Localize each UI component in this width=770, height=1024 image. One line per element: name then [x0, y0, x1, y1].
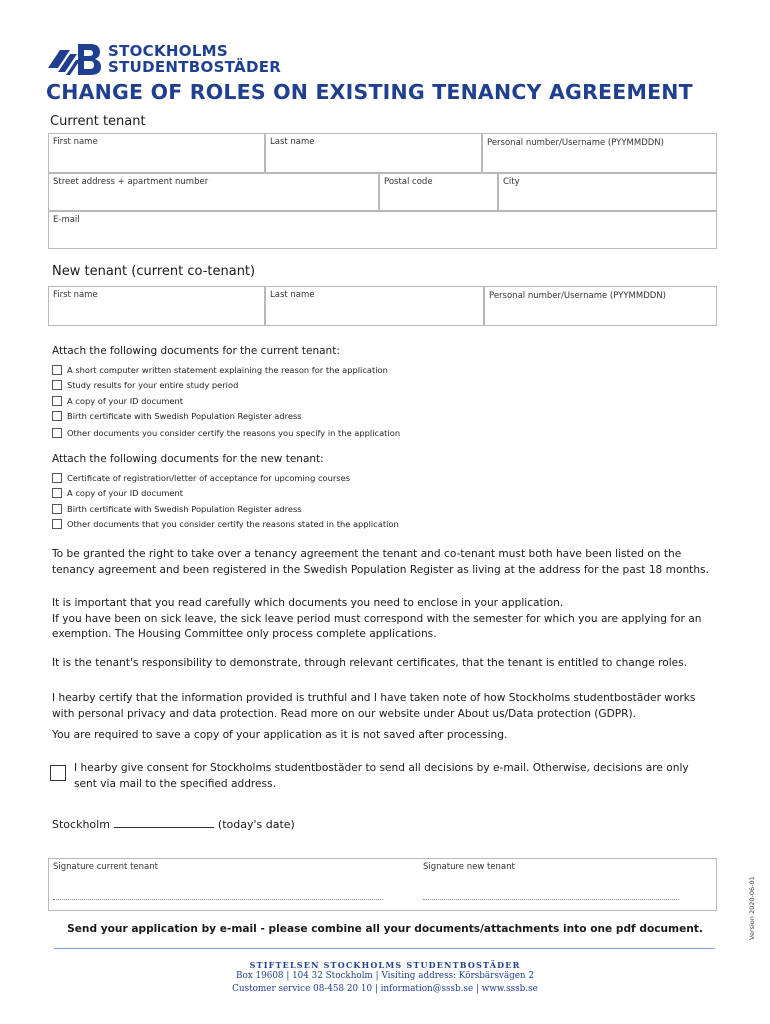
checkbox[interactable] — [52, 365, 62, 375]
signature-box — [48, 858, 717, 911]
footer-divider — [54, 948, 715, 949]
date-input-line[interactable] — [114, 817, 214, 828]
place-city: Stockholm — [52, 818, 110, 831]
current-street-label: Street address + apartment number — [53, 177, 209, 187]
checkbox[interactable] — [52, 519, 62, 529]
current-first-name-field[interactable] — [48, 133, 265, 173]
send-instructions: Send your application by e-mail - please combine all your documents/attachments into one pdf document. — [67, 923, 703, 935]
version-label: Version 2020-06-01 — [748, 876, 756, 940]
brand-name-line1: STOCKHOLMS — [108, 42, 229, 60]
new-tenant-heading: New tenant (current co-tenant) — [52, 264, 256, 279]
checkbox-label: A copy of your ID document — [67, 395, 184, 406]
checkbox[interactable] — [52, 380, 62, 390]
current-city-field[interactable] — [498, 173, 717, 211]
attach-current-heading: Attach the following documents for the current tenant: — [52, 345, 340, 357]
attach-current-item[interactable] — [52, 409, 400, 425]
checkbox[interactable] — [52, 504, 62, 514]
checkbox-label: Other documents you consider certify the reasons you specify in the application — [67, 427, 401, 438]
attach-current-list — [52, 362, 400, 441]
footer-contact: Customer service 08-458 20 10 | information@sssb.se | www.sssb.se — [232, 984, 538, 994]
brand-logo — [46, 42, 281, 76]
info-paragraph-documents-line1: It is important that you read carefully which documents you need to enclose in your application. — [52, 597, 564, 609]
current-postal-code-field[interactable] — [379, 173, 498, 211]
attach-current-item[interactable] — [52, 425, 400, 441]
info-paragraph-documents — [52, 596, 712, 643]
current-last-name-label: Last name — [270, 137, 315, 147]
info-paragraph-documents-line2: If you have been on sick leave, the sick leave period must correspond with the semester for which you are applying for an exemption. The Housing Committee only process complete applications. — [52, 612, 702, 640]
new-first-name-field[interactable] — [48, 286, 265, 326]
checkbox[interactable] — [52, 396, 62, 406]
place-date-line — [52, 817, 295, 831]
current-last-name-field[interactable] — [265, 133, 482, 173]
new-last-name-field[interactable] — [265, 286, 484, 326]
current-email-label: E-mail — [53, 215, 80, 225]
new-first-name-label: First name — [53, 290, 98, 300]
info-paragraph-save-copy: You are required to save a copy of your application as it is not saved after processing. — [52, 729, 508, 741]
checkbox-label: Certificate of registration/letter of acceptance for upcoming courses — [67, 472, 351, 483]
current-tenant-heading: Current tenant — [50, 114, 146, 129]
current-first-name-label: First name — [53, 137, 98, 147]
checkbox[interactable] — [52, 428, 62, 438]
checkbox-label: Birth certificate with Swedish Population Register adress — [67, 503, 302, 514]
checkbox[interactable] — [52, 411, 62, 421]
checkbox[interactable] — [52, 488, 62, 498]
checkbox-label: A short computer written statement explaining the reason for the application — [67, 364, 388, 375]
signature-current-label: Signature current tenant — [53, 862, 158, 872]
attach-new-item[interactable] — [52, 486, 399, 502]
attach-new-item[interactable] — [52, 517, 399, 533]
new-last-name-label: Last name — [270, 290, 315, 300]
email-consent-label: I hearby give consent for Stockholms studentbostäder to send all decisions by e-mail. Otherwise, decisions are only sent via mail to the specified address. — [74, 762, 689, 790]
email-consent-checkbox[interactable] — [50, 765, 66, 781]
current-email-field[interactable] — [48, 211, 717, 249]
current-personal-number-field[interactable] — [482, 133, 717, 173]
sssb-logo-icon — [46, 42, 102, 76]
current-city-label: City — [503, 177, 520, 187]
footer-organization: STIFTELSEN STOCKHOLMS STUDENTBOSTÄDER — [249, 960, 521, 970]
signature-current-line[interactable] — [53, 899, 383, 900]
current-postal-code-label: Postal code — [384, 177, 433, 187]
info-paragraph-responsibility: It is the tenant's responsibility to demonstrate, through relevant certificates, that the tenant is entitled to change roles. — [52, 657, 688, 669]
signature-new-line[interactable] — [423, 899, 679, 900]
brand-name — [108, 43, 281, 75]
footer-address: Box 19608 | 104 32 Stockholm | Visiting address: Körsbärsvägen 2 — [236, 971, 534, 981]
attach-new-item[interactable] — [52, 470, 399, 486]
attach-new-list — [52, 470, 399, 532]
current-street-field[interactable] — [48, 173, 379, 211]
signature-new-label: Signature new tenant — [423, 862, 515, 872]
attach-current-item[interactable] — [52, 362, 400, 378]
info-paragraph-eligibility: To be granted the right to take over a tenancy agreement the tenant and co-tenant must both have been listed on the tenancy agreement and been registered in the Swedish Population Register as living at the address for the past 18 months. — [52, 548, 709, 576]
info-paragraph-gdpr: I hearby certify that the information provided is truthful and I have taken note of how Stockholms studentbostäder works with personal privacy and data protection. Read more on our website under About us/Data protection (GDPR). — [52, 692, 696, 720]
current-personal-number-label: Personal number/Username (PYYMMDDN) — [487, 138, 664, 148]
attach-new-item[interactable] — [52, 501, 399, 517]
date-note: (today's date) — [217, 818, 295, 831]
checkbox-label: A copy of your ID document — [67, 488, 184, 499]
checkbox[interactable] — [52, 473, 62, 483]
new-personal-number-field[interactable] — [484, 286, 717, 326]
page-title: CHANGE OF ROLES ON EXISTING TENANCY AGREEMENT — [46, 80, 693, 104]
attach-current-item[interactable] — [52, 393, 400, 409]
checkbox-label: Study results for your entire study period — [67, 380, 239, 391]
checkbox-label: Other documents that you consider certify the reasons stated in the application — [67, 519, 399, 530]
checkbox-label: Birth certificate with Swedish Population Register adress — [67, 411, 302, 422]
new-personal-number-label: Personal number/Username (PYYMMDDN) — [489, 291, 666, 301]
attach-current-item[interactable] — [52, 378, 400, 394]
brand-name-line2: STUDENTBOSTÄDER — [108, 58, 282, 76]
attach-new-heading: Attach the following documents for the new tenant: — [52, 453, 324, 465]
